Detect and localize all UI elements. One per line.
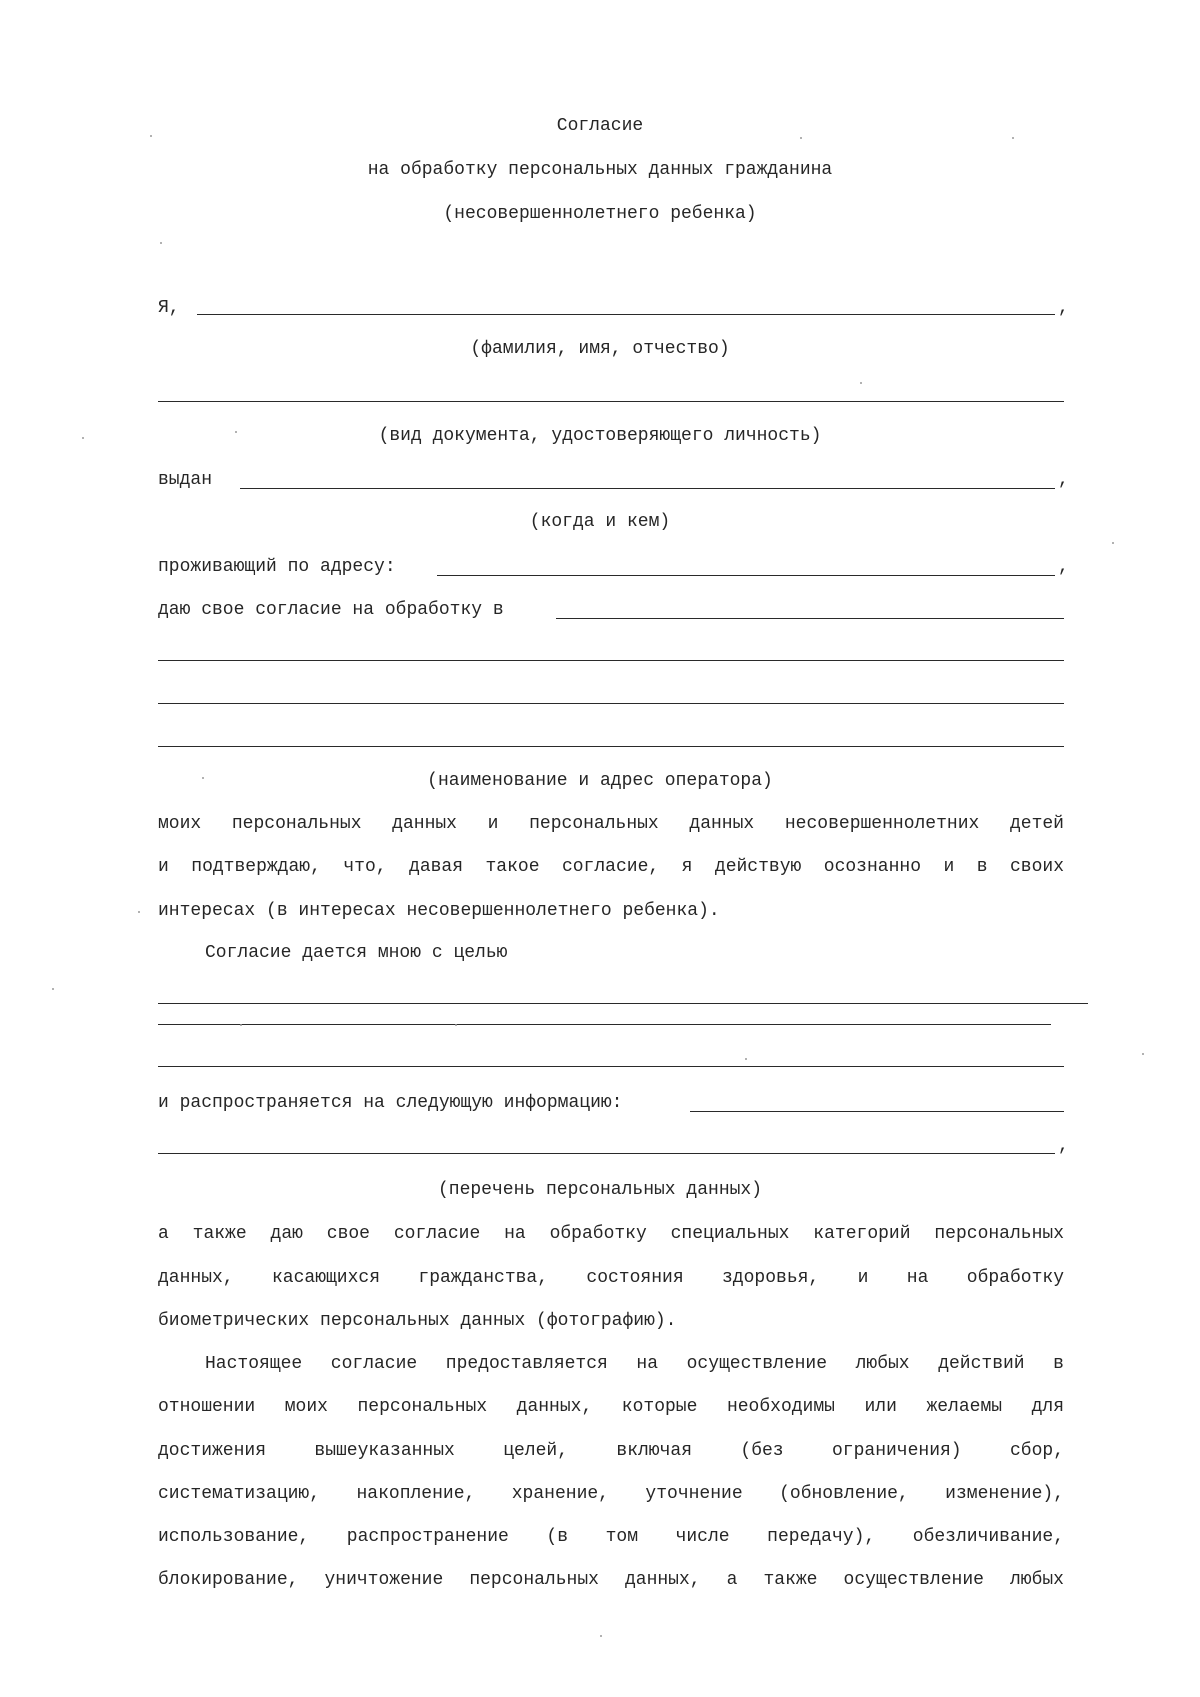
scan-speck (138, 911, 140, 913)
scan-speck (745, 1058, 747, 1060)
scan-speck (202, 777, 204, 779)
document-subtitle: на обработку персональных данных гражданина (367, 160, 833, 180)
identity-document-caption: (вид документа, удостоверяющего личность) (378, 426, 822, 446)
info-label: и распространяется на следующую информацию: (158, 1093, 623, 1113)
info-field-1[interactable] (690, 1111, 1064, 1112)
operator-field-4[interactable] (158, 746, 1064, 747)
purpose-field-1[interactable] (158, 1003, 1088, 1004)
purpose-label: Согласие дается мною с целью (205, 943, 508, 963)
consent-to-label: даю свое согласие на обработку в (158, 600, 504, 620)
scan-speck (1112, 542, 1114, 544)
paragraph-line: использование, распространение (в том числе передачу), обезличивание, (158, 1527, 1064, 1547)
operator-field-1[interactable] (556, 618, 1064, 619)
document-subtitle-minor: (несовершеннолетнего ребенка) (443, 204, 757, 224)
scan-speck (600, 1635, 602, 1637)
document-title: Согласие (556, 116, 644, 136)
paragraph-line: достижения вышеуказанных целей, включая (без ограничения) сбор, (158, 1441, 1064, 1461)
scan-speck (455, 1024, 457, 1026)
scan-speck (235, 431, 237, 433)
purpose-field-3[interactable] (158, 1066, 1064, 1067)
paragraph-line: отношении моих персональных данных, которые необходимы или желаемы для (158, 1397, 1064, 1417)
paragraph-line: Настоящее согласие предоставляется на осуществление любых действий в (205, 1354, 1064, 1374)
paragraph-line: систематизацию, накопление, хранение, уточнение (обновление, изменение), (158, 1484, 1064, 1504)
scan-speck (1012, 137, 1014, 139)
paragraph-line: моих персональных данных и персональных данных несовершеннолетних детей (158, 814, 1064, 834)
fio-comma: , (1058, 298, 1069, 318)
paragraph-line: биометрических персональных данных (фотографию). (158, 1311, 677, 1331)
issued-caption: (когда и кем) (529, 512, 671, 532)
paragraph-line: а также даю свое согласие на обработку специальных категорий персональных (158, 1224, 1064, 1244)
scan-speck (800, 137, 802, 139)
scan-speck (1142, 1053, 1144, 1055)
paragraph-line: блокирование, уничтожение персональных данных, а также осуществление любых (158, 1570, 1064, 1590)
personal-data-caption: (перечень персональных данных) (437, 1180, 763, 1200)
scan-speck (860, 382, 862, 384)
address-comma: , (1058, 557, 1069, 577)
fio-caption: (фамилия, имя, отчество) (470, 339, 730, 359)
identity-document-field[interactable] (158, 401, 1064, 402)
scan-speck (160, 242, 162, 244)
issued-comma: , (1058, 470, 1069, 490)
paragraph-line: и подтверждаю, что, давая такое согласие, я действую осознанно и в своих (158, 857, 1064, 877)
address-field[interactable] (437, 575, 1055, 576)
issued-label: выдан (158, 470, 213, 490)
scan-speck (240, 1024, 242, 1026)
info-comma: , (1058, 1136, 1069, 1156)
scan-speck (82, 437, 84, 439)
purpose-field-2[interactable] (158, 1024, 1051, 1025)
address-label: проживающий по адресу: (158, 557, 396, 577)
fio-field[interactable] (197, 314, 1055, 315)
operator-field-2[interactable] (158, 660, 1064, 661)
scan-speck (150, 135, 152, 137)
info-field-2[interactable] (158, 1153, 1055, 1154)
paragraph-line: интересах (в интересах несовершеннолетнего ребенка). (158, 901, 720, 921)
operator-field-3[interactable] (158, 703, 1064, 704)
i-label: Я, (158, 298, 180, 318)
scan-speck (52, 988, 54, 990)
issued-field[interactable] (240, 488, 1055, 489)
operator-caption: (наименование и адрес оператора) (427, 771, 773, 791)
paragraph-line: данных, касающихся гражданства, состояния здоровья, и на обработку (158, 1268, 1064, 1288)
